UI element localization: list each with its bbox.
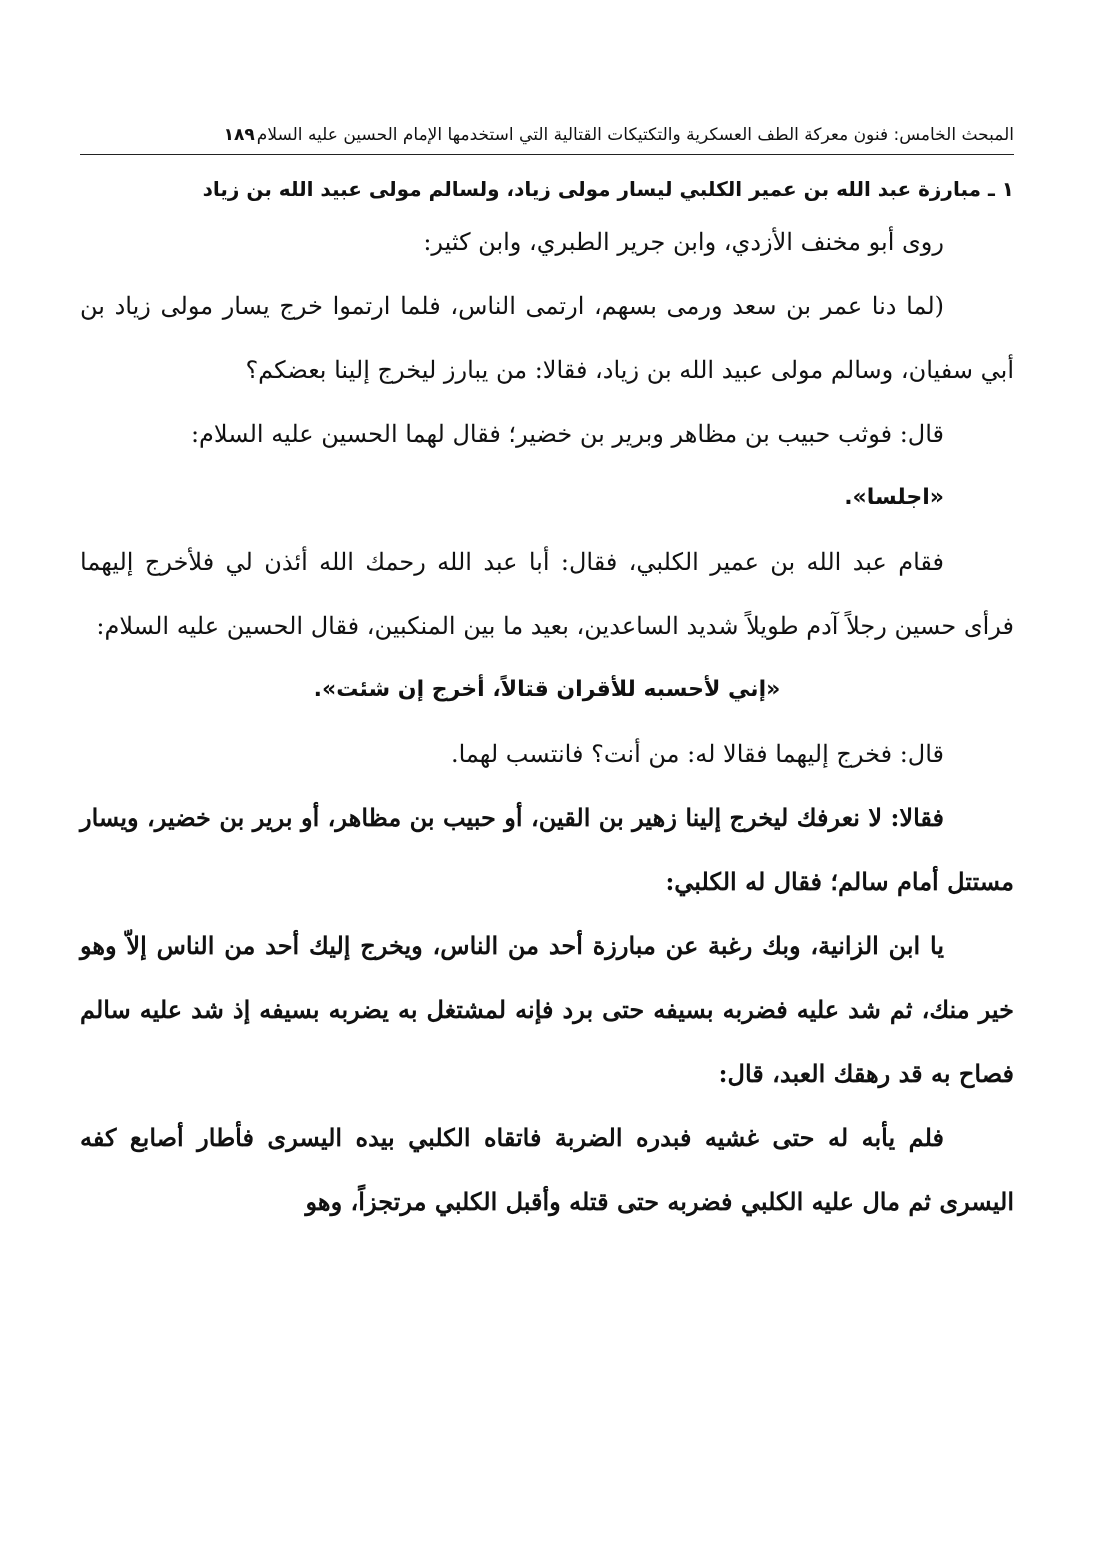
- header-divider: [80, 154, 1014, 155]
- paragraph-intro: روى أبو مخنف الأزدي، وابن جرير الطبري، وابن كثير:: [423, 228, 944, 256]
- quote-ijlisa: «اجلسا».: [844, 485, 944, 510]
- header-title: المبحث الخامس: فنون معركة الطف العسكرية والتكتيكات القتالية التي استخدمها الإمام الحسين عليه السلام: [256, 125, 1014, 145]
- paragraph-faqala: فقالا: لا نعرفك ليخرج إلينا زهير بن القين، أو حبيب بن مظاهر، أو برير بن خضير، ويسار مستتل أمام سالم؛ فقال له الكلبي:: [80, 803, 1014, 896]
- paragraph-narration: (لما دنا عمر بن سعد ورمى بسهم، ارتمى الناس، فلما ارتموا خرج يسار مولى زياد بن أبي سفيان، وسالم مولى عبيد الله بن زياد، فقالا: من يبارز ليخرج إلينا بعضكم؟: [80, 292, 1014, 384]
- section-heading: ١ ـ مبارزة عبد الله بن عمير الكلبي ليسار مولى زياد، ولسالم مولى عبيد الله بن زياد: [202, 177, 1014, 201]
- quote-husayn: «إني لأحسبه للأقران قتالاً، أخرج إن شئت».: [313, 677, 781, 702]
- page-number: ١٨٩: [223, 125, 255, 145]
- running-header: [80, 120, 1014, 150]
- paragraph-habib: قال: فوثب حبيب بن مظاهر وبرير بن خضير؛ فقال لهما الحسين عليه السلام:: [190, 420, 944, 448]
- paragraph-kharaja: قال: فخرج إليهما فقالا له: من أنت؟ فانتسب لهما.: [450, 740, 944, 768]
- body-text: [80, 168, 1014, 1234]
- paragraph-lam-yabah: فلم يأبه له حتى غشيه فبدره الضربة فاتقاه الكلبي بيده اليسرى فأطار أصابع كفه اليسرى ثم مال عليه الكلبي فضربه حتى قتله وأقبل الكلبي مرتجزاً، وهو: [80, 1123, 1014, 1216]
- paragraph-ibn-zaniya: يا ابن الزانية، وبك رغبة عن مبارزة أحد من الناس، ويخرج إليك أحد من الناس إلاّ وهو خير منك، ثم شد عليه فضربه بسيفه حتى برد فإنه لمشتغل به يضربه بسيفه إذ شد عليه سالم فصاح به قد رهقك العبد، قال:: [80, 931, 1014, 1088]
- paragraph-kalbi: فقام عبد الله بن عمير الكلبي، فقال: أبا عبد الله رحمك الله أئذن لي فلأخرج إليهما فرأى حسين رجلاً آدم طويلاً شديد الساعدين، بعيد ما بين المنكبين، فقال الحسين عليه السلام:: [80, 548, 1014, 640]
